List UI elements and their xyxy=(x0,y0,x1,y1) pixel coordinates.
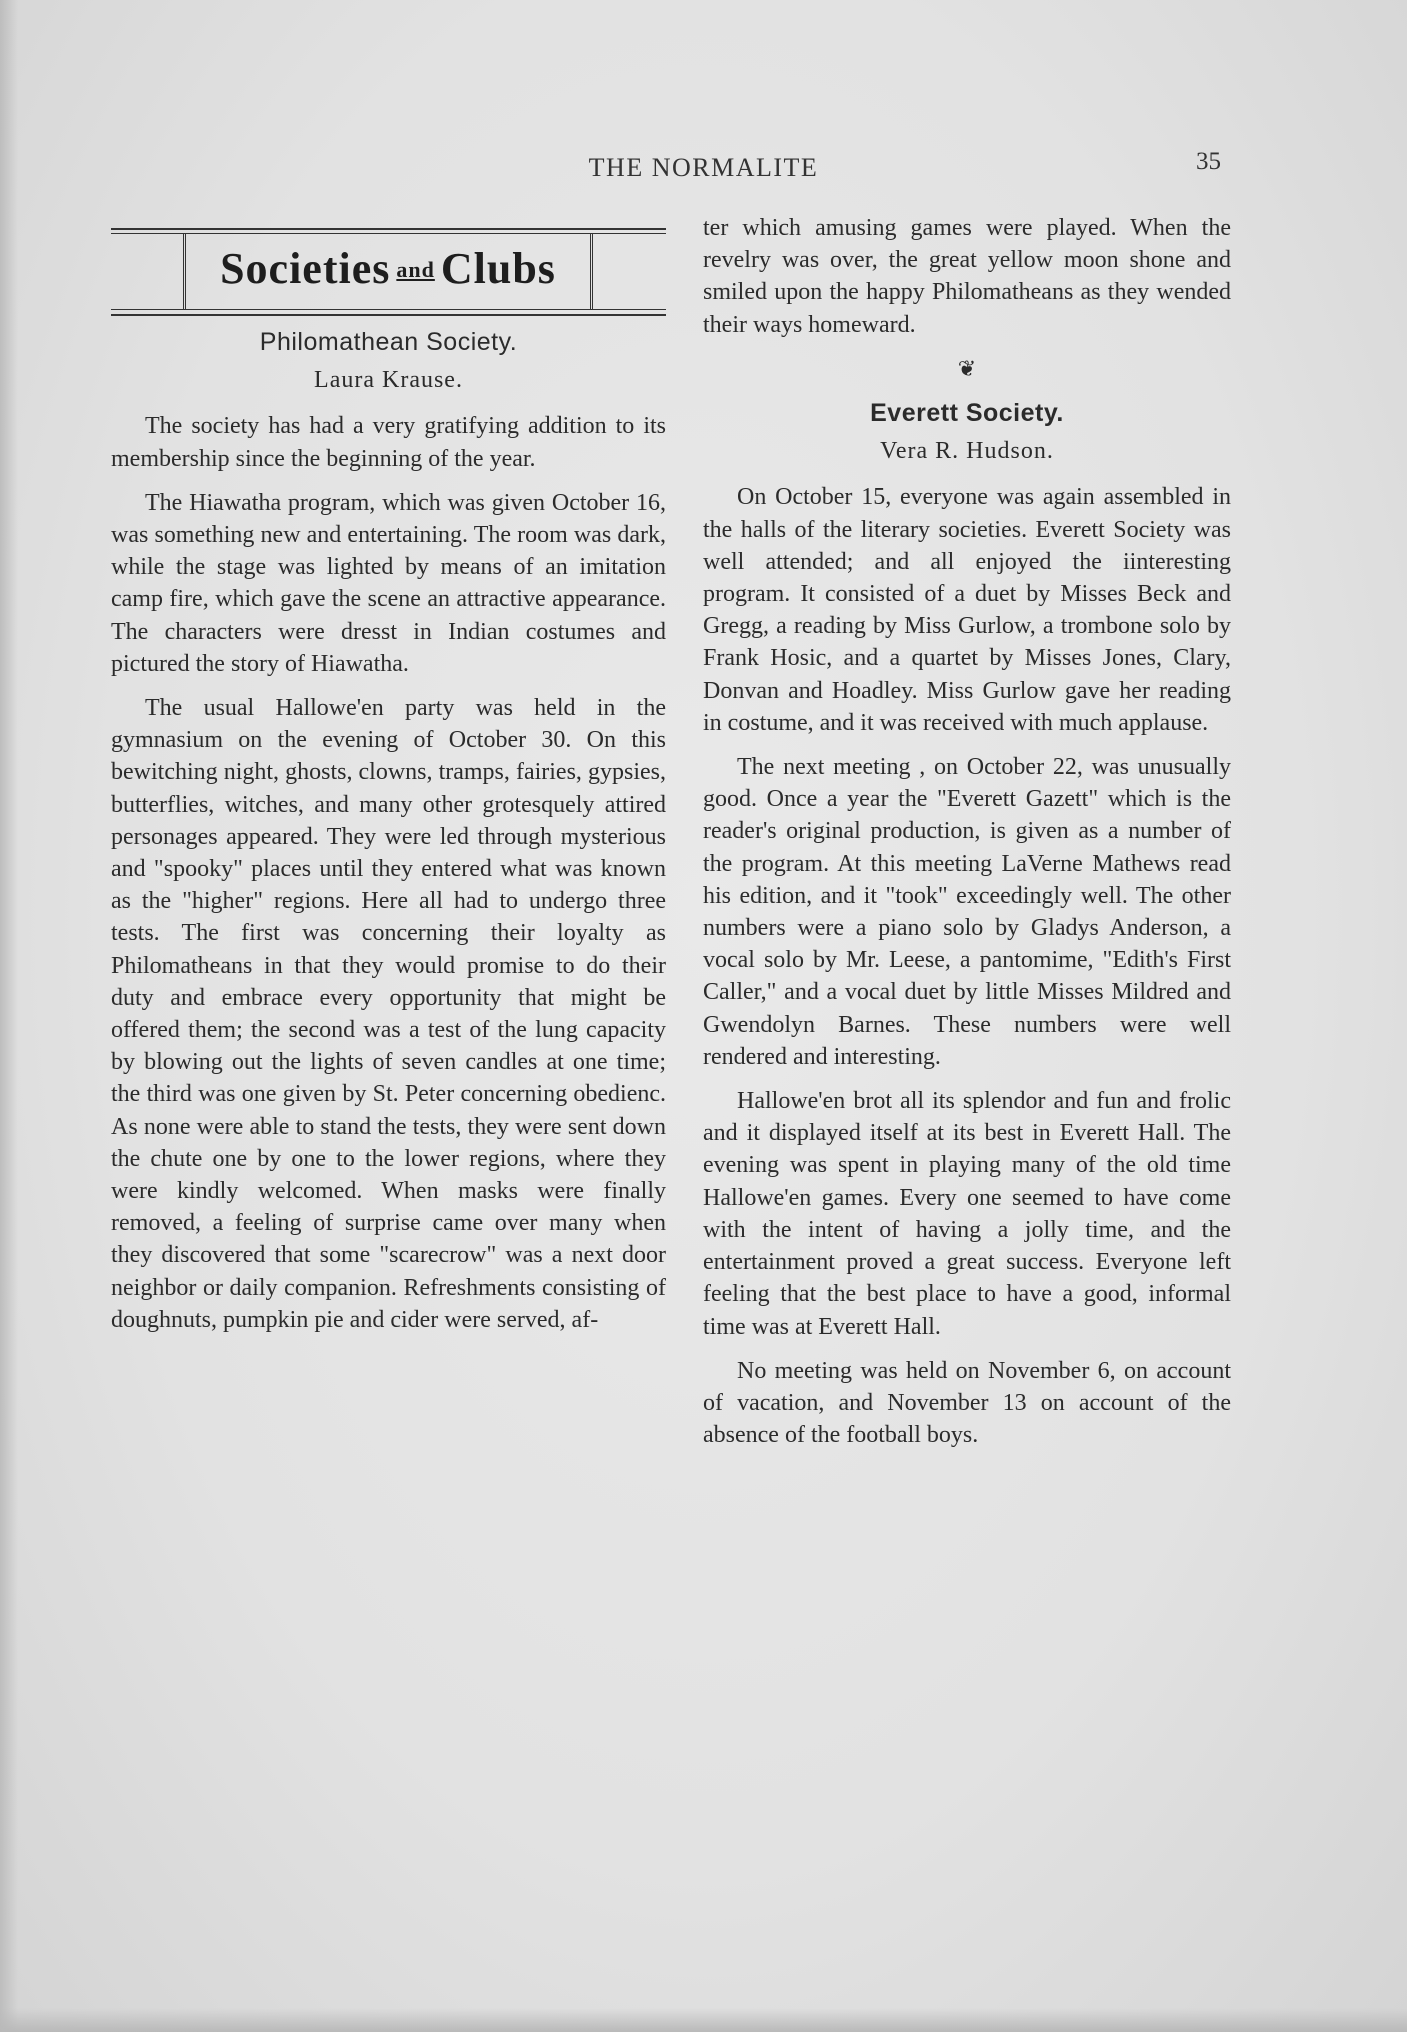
fleuron-ornament-icon: ❦ xyxy=(957,355,977,381)
paragraph: The society has had a very gratifying addition to its membership since the beginning of the year. xyxy=(111,413,666,472)
section-heading-banner xyxy=(111,212,666,312)
paragraph: No meeting was held on November 6, on account of vacation, and November 13 on account of the absence of the football boys. xyxy=(703,1357,1231,1449)
everett-author: Vera R. Hudson. xyxy=(880,438,1054,465)
philomathean-author: Laura Krause. xyxy=(314,367,463,394)
running-title: THE NORMALITE xyxy=(588,153,819,182)
paragraph: The usual Hallowe'en party was held in the gymnasium on the evening of October 30. On this bewitching night, ghosts, clowns, tramps, fairies, gypsies, butterflies, witches, and many other grotesquely attired personages appeared. They were led through mysterious and "spooky" places until they entered what was known as the "higher" regions. Here all had to undergo three tests. The first was concerning their loyalty as Philomatheans in that they would promise to do their duty and embrace every opportunity that might be offered them; the second was a test of the lung capacity by blowing out the lights of seven candles at one time; the third was one given by St. Peter concerning obedienc. As none were able to stand the tests, they were sent down the chute one by one to the lower regions, where they were kindly welcomed. When masks were finally removed, a feeling of surprise came over many when they discovered that some "scarecrow" was a next door neighbor or daily companion. Refreshments consisting of doughnuts, pumpkin pie and cider were served, af- xyxy=(111,695,666,1333)
left-column xyxy=(111,212,666,1348)
right-column xyxy=(703,212,1231,1463)
heading-rule xyxy=(111,309,666,310)
philomathean-section-title: Philomathean Society. xyxy=(259,328,518,356)
paragraph: The next meeting , on October 22, was unusually good. Once a year the "Everett Gazett" which is the reader's original production, is given as a number of the program. At this meeting LaVerne Mathews read his edition, and it "took" exceedingly well. The other numbers were a piano solo by Gladys Anderson, a vocal solo by Mr. Leese, a pantomime, "Edith's First Caller," and a vocal duet by little Misses Mildred and Gwendolyn Barnes. These numbers were well rendered and interesting. xyxy=(703,754,1231,1070)
heading-word-societies: Societies xyxy=(220,244,391,293)
everett-section-title: Everett Society. xyxy=(870,399,1064,428)
heading-word-clubs: Clubs xyxy=(440,244,556,293)
continuation-paragraph: ter which amusing games were played. When the revelry was over, the great yellow moon shone and smiled upon the happy Philomatheans as they wended their ways homeward. xyxy=(703,215,1231,338)
paragraph: Hallowe'en brot all its splendor and fun and frolic and it displayed itself at its best in Everett Hall. The evening was spent in playing many of the old time Hallowe'en games. Every one seemed to have come with the intent of having a jolly time, and the entertainment proved a great success. Everyone left feeling that the best place to have a good, informal time was at Everett Hall. xyxy=(703,1088,1231,1340)
heading-word-and: and xyxy=(396,257,435,282)
heading-rule xyxy=(111,228,666,230)
paragraph: The Hiawatha program, which was given October 16, was something new and entertaining. The room was dark, while the stage was lighted by means of an imitation camp fire, which gave the scene an attractive appearance. The characters were dresst in Indian costumes and pictured the story of Hiawatha. xyxy=(111,489,666,677)
page-number: 35 xyxy=(1196,148,1221,175)
page-edge-shadow xyxy=(0,0,18,2032)
paragraph: On October 15, everyone was again assembled in the halls of the literary societies. Everett Society was well attended; and all enjoyed the iinteresting program. It consisted of a duet by Misses Beck and Gregg, a reading by Miss Gurlow, a trombone solo by Frank Hosic, and a quartet by Misses Jones, Clary, Donvan and Hoadley. Miss Gurlow gave her reading in costume, and it was received with much applause. xyxy=(703,484,1231,736)
heading-title xyxy=(183,234,593,309)
heading-rule xyxy=(111,314,666,316)
page-bottom-shadow xyxy=(0,2008,1407,2032)
